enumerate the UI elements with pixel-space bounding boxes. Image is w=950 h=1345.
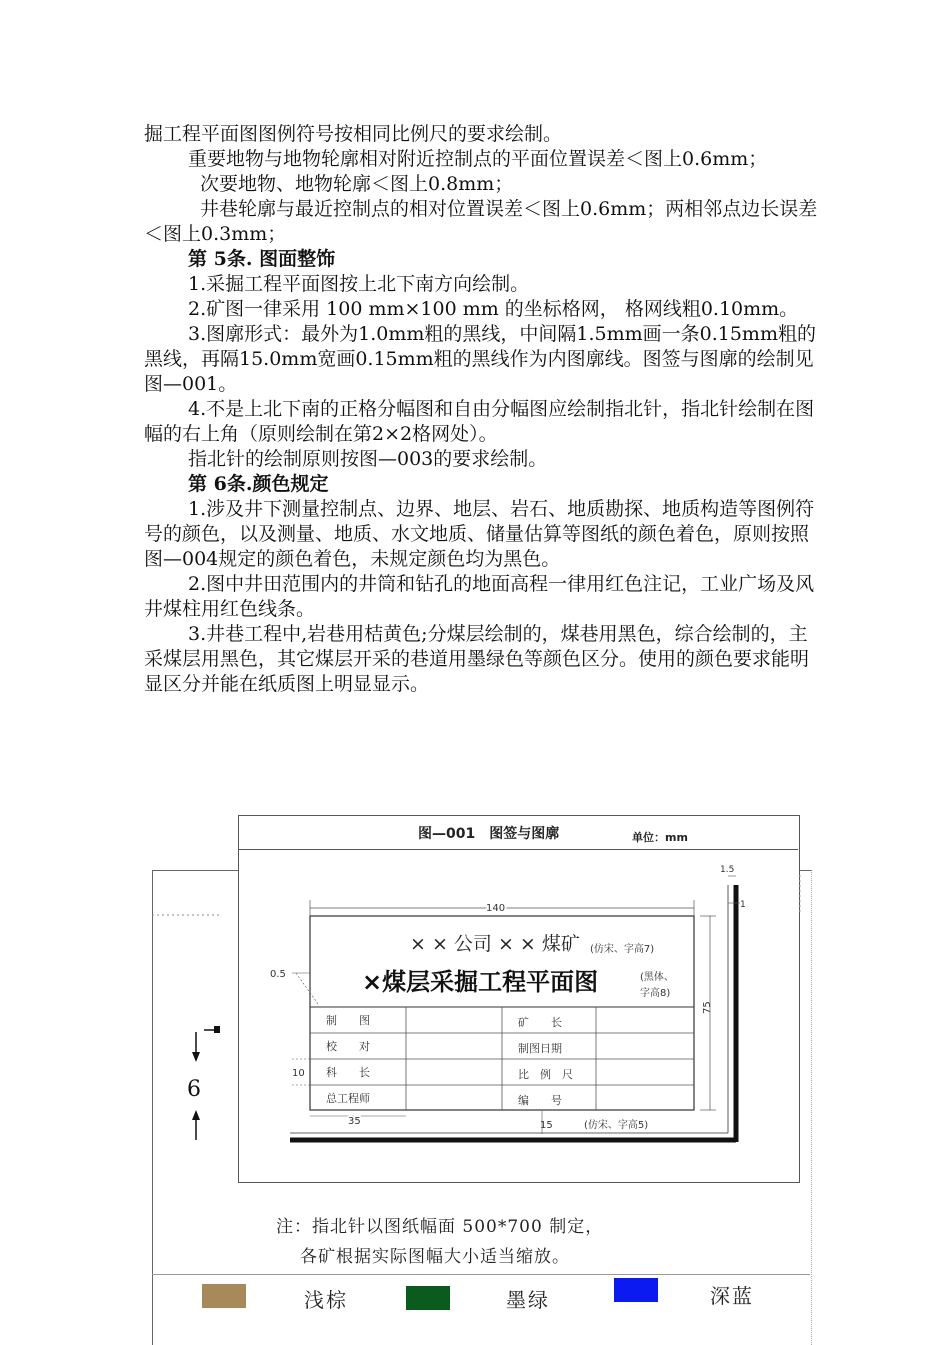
figure-unit: 单位：mm [632,831,688,844]
dim-140: 140 [486,903,506,914]
paragraph: 重要地物与地物轮廓相对附近控制点的平面位置误差＜图上0.6mm； [188,148,768,170]
paragraph: 井巷轮廓与最近控制点的相对位置误差＜图上0.6mm；两相邻点边长误差＜图上0.3mm； [144,198,818,245]
paragraph: 第 5条. 图面整饰 [188,248,336,270]
row-1-left: 制 图 [326,1014,370,1027]
paragraph: 第 6条.颜色规定 [188,473,329,495]
figure-title: 图—001 图签与图廓 [418,826,560,842]
company-line: × × 公司 × × 煤矿 [410,933,580,955]
label-deep-blue: 深蓝 [710,1284,754,1308]
paragraph: 3.井巷工程中,岩巷用桔黄色;分煤层绘制的，煤巷用黑色，综合绘制的，主采煤层用黑色，其它煤层开采的巷道用墨绿色等颜色区分。使用的颜色要求能明显区分并能在纸质图上明显显示。 [144,623,810,695]
swatch-light-brown [202,1284,246,1308]
map-title: ×煤层采掘工程平面图 [362,968,599,996]
row-2-right: 制图日期 [518,1042,562,1055]
row-4-right: 编 号 [518,1094,562,1107]
dim-75: 75 [702,1001,713,1014]
dim-35: 35 [348,1116,361,1127]
color-legend-divider [152,1274,810,1275]
paragraph: 次要地物、地物轮廓＜图上0.8mm； [200,173,514,195]
paragraph: 2.矿图一律采用 100 mm×100 mm 的坐标格网， 格网线粗0.10mm。 [188,298,799,320]
paragraph: 2.图中井田范围内的井筒和钻孔的地面高程一律用红色注记，工业广场及风井煤柱用红色线条。 [144,573,815,620]
label-light-brown: 浅棕 [304,1288,348,1312]
dim-15: 15 [540,1120,553,1131]
map-title-note-2: 字高8) [640,988,671,999]
row-4-left: 总工程师 [326,1092,370,1105]
dim-1: 1 [740,900,746,910]
dim-1-5: 1.5 [720,865,735,875]
paragraph: 3.图廓形式：最外为1.0mm粗的黑线，中间隔1.5mm画一条0.15mm粗的黑线，再隔15.0mm宽画0.15mm粗的黑线作为内图廓线。图签与图廓的绘制见图—001。 [144,323,816,395]
swatch-deep-blue [614,1278,658,1302]
note-line-1: 注：指北针以图纸幅面 500*700 制定， [276,1217,604,1237]
bottom-note: (仿宋、字高5) [584,1120,649,1131]
row-3-right: 比 例 尺 [518,1068,573,1081]
paragraph: 掘工程平面图图例符号按相同比例尺的要求绘制。 [144,123,563,145]
paragraph: 4.不是上北下南的正格分幅图和自由分幅图应绘制指北针，指北针绘制在图幅的右上角（原则绘制在第2×2格网处）。 [144,398,815,445]
row-2-left: 校 对 [326,1040,370,1053]
company-note: (仿宋、字高7) [590,944,655,955]
paragraph: 1.采掘工程平面图按上北下南方向绘制。 [188,273,530,295]
label-dark-green: 墨绿 [506,1288,550,1312]
swatch-dark-green [406,1286,450,1310]
note-line-2: 各矿根据实际图幅大小适当缩放。 [300,1247,570,1267]
row-1-right: 矿 长 [518,1016,562,1029]
paragraph: 指北针的绘制原则按图—003的要求绘制。 [188,448,548,470]
map-title-note-1: (黑体、 [640,972,674,983]
dim-0-5: 0.5 [270,969,286,980]
dim-10: 10 [292,1068,305,1079]
row-3-left: 科 长 [326,1066,370,1079]
paragraph: 1.涉及井下测量控制点、边界、地层、岩石、地质勘探、地质构造等图例符号的颜色，以及测量、地质、水文地质、储量估算等图纸的颜色着色，原则按照图—004规定的颜色着色，未规定颜色均为黑色。 [144,498,815,570]
dim-6: 6 [187,1077,201,1102]
